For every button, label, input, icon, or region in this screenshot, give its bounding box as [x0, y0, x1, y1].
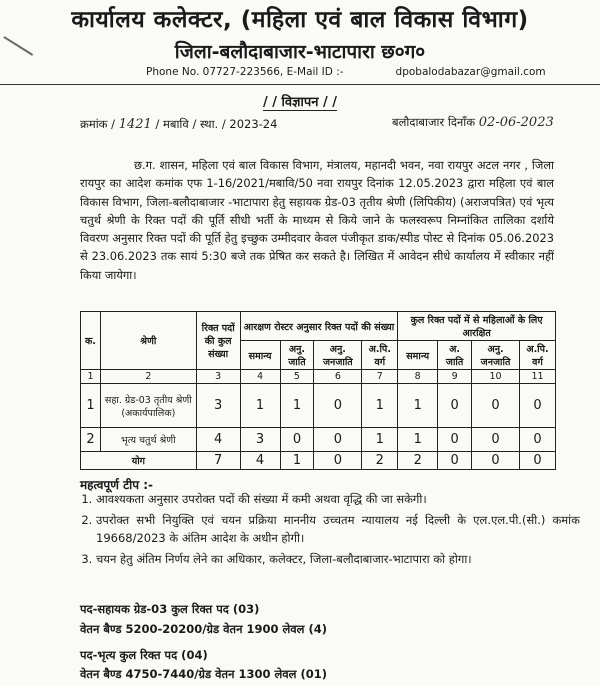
tips-title: महत्वपूर्ण टीप :- — [80, 478, 153, 492]
post-2-title: पद-भृत्य कुल रिक्त पद (04) — [80, 648, 208, 662]
table-total-row — [81, 452, 556, 470]
header-sno: क. — [81, 312, 101, 370]
total-value: 0 — [519, 452, 555, 470]
column-number: 7 — [362, 370, 398, 384]
row-value: 0 — [280, 428, 314, 452]
column-number: 4 — [240, 370, 280, 384]
row-category: भृत्य चतुर्थ श्रेणी — [100, 428, 196, 452]
tips-list — [70, 490, 580, 571]
row-value: 0 — [519, 384, 555, 428]
tip-item: 3. चयन हेतु अंतिम निर्णय लेने का अधिकार, कलेक्टर, जिला-बलौदाबाजार-भाटापारा को होगा। — [96, 550, 580, 568]
row-value: 0 — [438, 384, 472, 428]
column-number: 8 — [398, 370, 438, 384]
tip-item: 2. उपरोक्त सभी नियुक्ति एवं चयन प्रक्रिया माननीय उच्चतम न्यायालय नई दिल्ली के एल.एल.पी.(सी.) कमांक 19668/2023 के अंतिम आदेश के अधीन होगी। — [96, 511, 580, 547]
contact-line — [146, 66, 546, 78]
office-title: कार्यालय कलेक्टर, (महिला एवं बाल विकास विभाग) — [71, 7, 529, 33]
row-value: 0 — [314, 384, 362, 428]
row-value: 1 — [362, 428, 398, 452]
column-number: 1 — [81, 370, 101, 384]
total-count: 7 — [196, 452, 240, 470]
row-sno: 2 — [81, 428, 101, 452]
row-value: 1 — [240, 384, 280, 428]
ref-number: 1421 — [118, 117, 152, 132]
row-sno: 1 — [81, 384, 101, 428]
row-value: 0 — [472, 428, 520, 452]
subheader-cell: समान्य — [398, 341, 438, 370]
notice-heading — [0, 92, 600, 110]
post-2-pay: वेतन बैण्ड 4750-7440/ग्रेड वेतन 1300 लेवल (01) — [80, 667, 328, 681]
row-value: 0 — [519, 428, 555, 452]
total-value: 0 — [314, 452, 362, 470]
email-text: dpobalodabazar@gmail.com — [395, 66, 546, 78]
subheader-cell: अनु. जनजाति — [314, 341, 362, 370]
total-value: 2 — [362, 452, 398, 470]
column-number: 2 — [100, 370, 196, 384]
notice-title: / / विज्ञापन / / — [263, 95, 337, 110]
post-1-pay: वेतन बैण्ड 5200-20200/ग्रेड वेतन 1900 लेवल (4) — [80, 622, 328, 636]
header-total: रिक्त पदों की कुल संख्या — [196, 312, 240, 370]
subheader-cell: अ.पि. वर्ग — [362, 341, 398, 370]
total-value: 4 — [240, 452, 280, 470]
date-line — [392, 115, 554, 130]
row-value: 1 — [280, 384, 314, 428]
column-number: 11 — [519, 370, 555, 384]
subheader-cell: अ. जाति — [438, 341, 472, 370]
column-number: 3 — [196, 370, 240, 384]
subheader-cell: अ.पि. वर्ग — [519, 341, 555, 370]
row-value: 1 — [362, 384, 398, 428]
row-value: 1 — [398, 428, 438, 452]
total-value: 0 — [438, 452, 472, 470]
date-value: 02-06-2023 — [478, 115, 554, 130]
vacancy-table — [80, 311, 556, 470]
tip-item: 1. आवश्यकता अनुसार उपरोक्त पदों की संख्या में कमी अथवा वृद्धि की जा सकेगी। — [96, 490, 580, 508]
phone-text: Phone No. 07727-223566, E-Mail ID :- — [146, 66, 344, 78]
row-value: 0 — [472, 384, 520, 428]
subheader-cell: समान्य — [240, 341, 280, 370]
table-header-row — [81, 312, 556, 341]
total-value: 2 — [398, 452, 438, 470]
row-total: 3 — [196, 384, 240, 428]
row-total: 4 — [196, 428, 240, 452]
header-reservation: आरक्षण रोस्टर अनुसार रिक्त पदों की संख्या — [240, 312, 398, 341]
ref-prefix: क्रमांक / — [80, 117, 116, 131]
date-label: बलौदाबाजार दिनाँक — [392, 115, 476, 129]
row-value: 1 — [398, 384, 438, 428]
body-paragraph-block — [80, 156, 554, 284]
column-number-row — [81, 370, 556, 384]
column-number: 10 — [472, 370, 520, 384]
column-number: 9 — [438, 370, 472, 384]
row-value: 0 — [438, 428, 472, 452]
total-value: 1 — [280, 452, 314, 470]
header-women-reserved: कुल रिक्त पदों में से महिलाओं के लिए आरक्षित — [398, 312, 556, 341]
header-category: श्रेणी — [100, 312, 196, 370]
reference-line — [80, 117, 277, 132]
column-number: 6 — [314, 370, 362, 384]
table-row — [81, 428, 556, 452]
row-value: 3 — [240, 428, 280, 452]
subheader-cell: अनु. जनजाति — [472, 341, 520, 370]
row-value: 0 — [314, 428, 362, 452]
table-row — [81, 384, 556, 428]
header-rule — [0, 84, 600, 85]
total-value: 0 — [472, 452, 520, 470]
body-paragraph: छ.ग. शासन, महिला एवं बाल विकास विभाग, मंत्रालय, महानदी भवन, नवा रायपुर अटल नगर , जिला रायपुर का आदेश कमांक एफ 1-16/2021/मबावि/50 नवा रायपुर दिनांक 12.05.2023 द्वारा महिला एवं बाल विकास विभाग, जिला-बलौदाबाजार -भाटापारा हेतु सहायक ग्रेड-03 तृतीय श्रेणी (लिपिकीय) (अराजपत्रित) एवं भृत्य चतुर्थ श्रेणी के रिक्त पदों की पूर्ति सीधी भर्ती के माध्यम से किये जाने के फलस्वरूप निम्नांकित तालिका दर्शाये विवरण अनुसार रिक्त पदों की पूर्ति हेतु इच्छुक उम्मीदवार केवल पंजीकृत डाक/स्पीड पोस्ट से दिनांक 05.06.2023 से 23.06.2023 तक सायं 5:30 बजे तक प्रेषित कर सकते है। लिखित में आवेदन सीधे कार्यालय में स्वीकार नहीं किया जायेगा। — [80, 158, 554, 282]
total-label: योग — [81, 452, 197, 470]
ref-rest: / मबावि / स्था. / 2023-24 — [155, 117, 278, 131]
subheader-cell: अनु. जाति — [280, 341, 314, 370]
row-category: सहा. ग्रेड-03 तृतीय श्रेणी (अकार्यपालिक) — [100, 384, 196, 428]
district-title: जिला-बलौदाबाजार-भाटापारा छ०ग० — [174, 41, 426, 63]
column-number: 5 — [280, 370, 314, 384]
post-1-title: पद-सहायक ग्रेड-03 कुल रिक्त पद (03) — [80, 602, 260, 616]
